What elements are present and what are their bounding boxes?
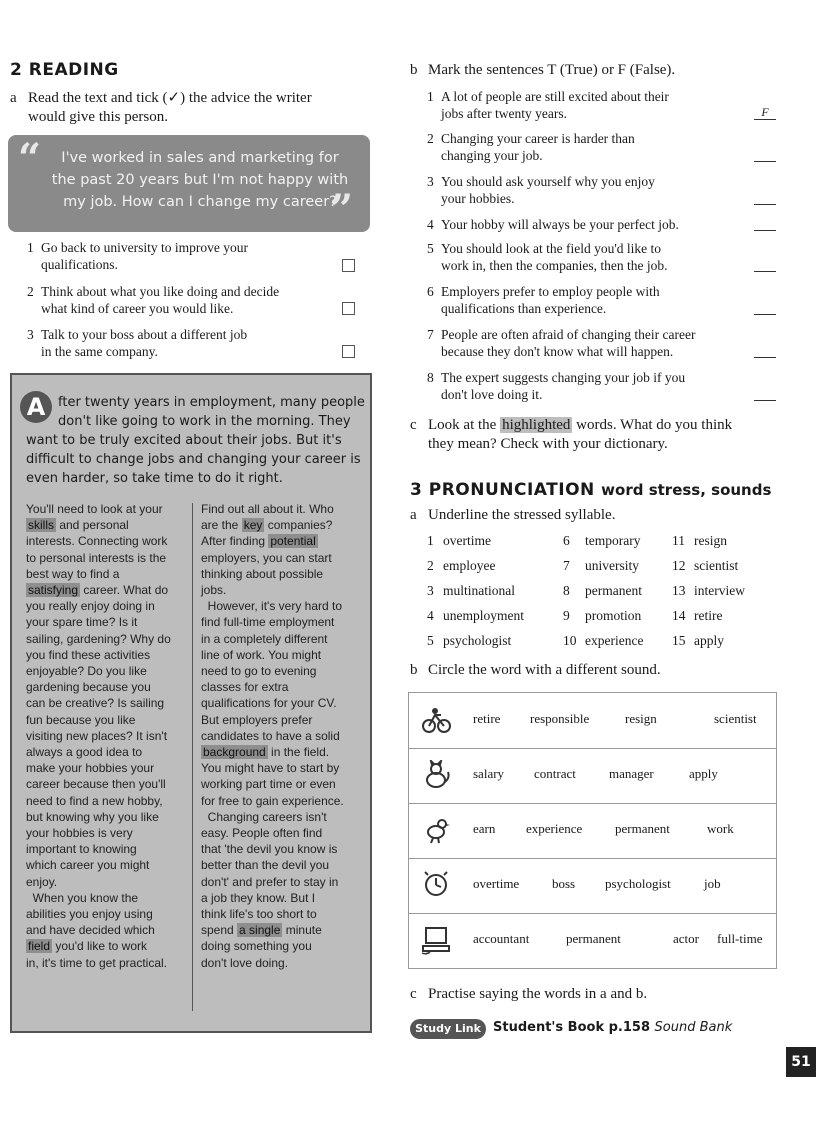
option-number: 1 [27, 240, 34, 255]
article-line: a job they know. But I [201, 890, 316, 905]
option-text: what kind of career you would like. [41, 301, 234, 316]
word-text: resign [694, 533, 727, 548]
statement-text: You should look at the field you'd like to [441, 241, 662, 256]
word-text: university [585, 558, 639, 573]
article-line [26, 938, 191, 954]
article-line: but knowing why you like [26, 809, 159, 824]
statement-text: A lot of people are still excited about their [441, 89, 669, 104]
word-number: 7 [563, 558, 570, 573]
option-number: 2 [27, 284, 34, 299]
word-number: 13 [672, 583, 686, 598]
article-column-2 [201, 501, 366, 971]
article-lead-line: want to be truly excited about their jobs. But it's [26, 433, 342, 448]
article-line: in a completely different [201, 631, 328, 646]
answer-blank[interactable] [754, 386, 776, 401]
article-line: jobs. [201, 583, 227, 598]
highlighted-word: background [203, 745, 266, 760]
sound-word[interactable]: work [707, 821, 734, 836]
article-lead-line: fter twenty years in employment, many people [58, 395, 365, 410]
statement-text: your hobbies. [441, 191, 515, 206]
article-text: you'd like to work [52, 939, 148, 954]
task-c-text: they mean? Check with your dictionary. [428, 436, 668, 452]
article-text: and personal [56, 518, 129, 533]
study-link-badge[interactable]: Study Link [410, 1019, 486, 1039]
word-number: 9 [563, 608, 570, 623]
sound-word[interactable]: experience [526, 821, 583, 836]
article-line: line of work. You might [201, 647, 322, 662]
stress-word[interactable] [563, 608, 641, 624]
article-text: companies? [264, 518, 333, 533]
word-text: promotion [585, 608, 642, 623]
bicycle-icon [421, 705, 451, 735]
highlighted-word: a single [239, 923, 281, 938]
answer-blank[interactable] [754, 147, 776, 162]
article-text: in the field. [267, 745, 330, 760]
word-number: 3 [427, 583, 434, 598]
task-c-text: Look at the [428, 417, 501, 433]
option-text: in the same company. [41, 344, 158, 359]
statement-number: 2 [427, 131, 434, 146]
option-text: Think about what you like doing and decide [41, 284, 280, 299]
sound-word[interactable]: salary [473, 766, 505, 781]
section-title: 3 PRONUNCIATION [410, 480, 595, 500]
tf-statement [427, 240, 747, 274]
tf-statement [427, 130, 747, 164]
option-item [27, 326, 357, 360]
statement-text: don't love doing it. [441, 387, 543, 402]
highlighted-word: potential [270, 534, 316, 549]
answer-blank[interactable] [754, 343, 776, 358]
tf-statement [427, 173, 747, 207]
word-text: apply [694, 633, 724, 648]
statement-number: 7 [427, 327, 434, 342]
article-line: which career you might [26, 858, 150, 873]
statement-text: Changing your career is harder than [441, 131, 635, 146]
stress-word[interactable] [563, 583, 642, 599]
quote-line: I've worked in sales and marketing for [61, 150, 339, 166]
word-text: overtime [443, 533, 491, 548]
stress-word[interactable] [672, 558, 738, 574]
task-letter: b [410, 62, 418, 78]
article-line: classes for extra [201, 680, 289, 695]
statement-number: 8 [427, 370, 434, 385]
statement-text: Employers prefer to employ people with [441, 284, 660, 299]
pron-task-c [410, 986, 648, 1003]
article-lead-line: even harder, so take time to do it right. [26, 471, 283, 486]
task-b-instruction [410, 62, 676, 79]
pronunciation-heading [410, 480, 771, 500]
article-line: abilities you enjoy using [26, 907, 153, 922]
sound-word[interactable]: full-time [717, 931, 763, 946]
article-line: employers, you can start [201, 550, 332, 565]
tick-checkbox[interactable] [342, 345, 355, 358]
article-line: interests. Connecting work [26, 534, 168, 549]
article-line [26, 517, 191, 533]
article-text: spend [201, 923, 238, 938]
study-link-reference[interactable] [493, 1020, 732, 1035]
word-number: 15 [672, 633, 686, 648]
task-letter: a [410, 507, 417, 523]
pron-task-b [410, 662, 661, 679]
article-line: you really enjoy doing in [26, 599, 155, 614]
word-number: 10 [563, 633, 577, 648]
statement-text: The expert suggests changing your job if you [441, 370, 686, 385]
page-number: 51 [786, 1047, 816, 1077]
word-text: temporary [585, 533, 641, 548]
sound-word[interactable]: permanent [615, 821, 670, 836]
column-divider [192, 503, 193, 1011]
article-line: fun because you like [26, 712, 136, 727]
sound-word[interactable]: actor [673, 931, 699, 946]
article-line: need to go to evening [201, 664, 317, 679]
word-number: 6 [563, 533, 570, 548]
statement-text: You should ask yourself why you enjoy [441, 174, 655, 189]
tf-statement [427, 326, 747, 360]
article-line: candidates to have a solid [201, 728, 340, 743]
stress-word[interactable] [427, 533, 491, 549]
article-line: that 'the devil you know is [201, 842, 338, 857]
highlighted-word: highlighted [502, 417, 571, 433]
task-c-text: words. What do you think [572, 417, 733, 433]
word-number: 12 [672, 558, 686, 573]
sound-word[interactable]: boss [552, 876, 576, 891]
article-line: to personal interests is the [26, 550, 167, 565]
sound-word[interactable]: permanent [566, 931, 621, 946]
sound-word[interactable]: responsible [530, 711, 590, 726]
article-line: However, it's very hard to [201, 599, 343, 614]
sound-word[interactable]: accountant [473, 931, 530, 946]
tf-statement [427, 369, 747, 403]
article-line: You'll need to look at your [26, 502, 163, 516]
statement-number: 5 [427, 241, 434, 256]
sound-word[interactable]: psychologist [605, 876, 671, 891]
option-item [27, 283, 357, 317]
drop-cap: A [20, 391, 52, 423]
pron-task-a [410, 507, 616, 524]
task-b-text: Mark the sentences T (True) or F (False). [428, 62, 676, 78]
pron-task-b-text: Circle the word with a different sound. [428, 662, 661, 678]
word-text: unemployment [443, 608, 524, 623]
sound-row [409, 913, 776, 968]
stress-word[interactable] [427, 583, 515, 599]
quote-text [45, 147, 355, 213]
stress-word[interactable] [563, 533, 640, 549]
word-text: interview [694, 583, 745, 598]
article-text: are the [201, 518, 242, 533]
article-line: make your hobbies your [26, 761, 155, 776]
highlighted-word: skills [28, 518, 54, 533]
option-number: 3 [27, 327, 34, 342]
stress-word[interactable] [427, 608, 524, 624]
option-text: Talk to your boss about a different job [41, 327, 248, 342]
highlighted-word: satisfying [28, 583, 79, 598]
stress-word[interactable] [672, 583, 745, 599]
tf-statement [427, 88, 747, 122]
article-line: career because then you'll [26, 777, 166, 792]
article-line [201, 517, 366, 533]
statement-number: 6 [427, 284, 434, 299]
sound-word[interactable]: job [704, 876, 721, 891]
word-number: 14 [672, 608, 686, 623]
article-line: best way to find a [26, 566, 120, 581]
sound-word[interactable]: manager [609, 766, 654, 781]
article-lead-line: don't like going to work in the morning. They [58, 414, 351, 429]
study-link-text: Student's Book p.158 [493, 1020, 650, 1035]
pron-task-c-text: Practise saying the words in a and b. [428, 986, 648, 1002]
stress-word[interactable] [563, 558, 639, 574]
quote-line: the past 20 years but I'm not happy with [51, 172, 349, 188]
statement-number: 4 [427, 217, 434, 232]
answer-blank[interactable] [754, 190, 776, 205]
tf-statement [427, 216, 747, 233]
article-line: visiting new places? It isn't [26, 728, 168, 743]
stress-word[interactable] [427, 558, 495, 574]
tick-checkbox[interactable] [342, 259, 355, 272]
word-number: 11 [672, 533, 685, 548]
article-line: don't' and prefer to stay in [201, 874, 339, 889]
article-line [201, 922, 366, 938]
article-line: Changing careers isn't [201, 809, 327, 824]
sound-word[interactable]: apply [689, 766, 718, 781]
article-line: enjoy. [26, 874, 58, 889]
statement-number: 3 [427, 174, 434, 189]
statement-text: People are often afraid of changing their career [441, 327, 696, 342]
article-line: in, it's time to get practical. [26, 955, 168, 970]
stress-word[interactable] [672, 533, 727, 549]
answer-blank[interactable] [754, 257, 776, 272]
article-line: gardening because you [26, 680, 151, 695]
sound-word[interactable]: overtime [473, 876, 520, 891]
open-quote-icon: “ [18, 135, 42, 182]
option-text: qualifications. [41, 257, 118, 272]
article-line: you find these activities [26, 647, 151, 662]
word-text: experience [585, 633, 644, 648]
word-text: employee [443, 558, 496, 573]
sound-row [409, 693, 776, 749]
sound-word[interactable]: scientist [714, 711, 757, 726]
article-line: can be creative? Is sailing [26, 696, 165, 711]
stress-word[interactable] [672, 633, 724, 649]
article-line: sailing, gardening? Why do [26, 631, 171, 646]
article-line: enjoyable? Do you like [26, 664, 147, 679]
task-a-line2: would give this person. [28, 109, 168, 125]
task-letter: a [10, 90, 17, 106]
reading-task-a [10, 89, 370, 125]
task-a-line1: Read the text and tick (✓) the advice the writer [28, 90, 312, 106]
task-letter: c [410, 417, 417, 433]
article-line: and have decided which [26, 923, 155, 938]
article-line: But employers prefer [201, 712, 313, 727]
answer-blank[interactable]: F [754, 105, 776, 120]
article-line: easy. People often find [201, 826, 323, 841]
word-number: 5 [427, 633, 434, 648]
article-line: When you know the [26, 890, 139, 905]
bird-icon [421, 815, 451, 845]
task-letter: b [410, 662, 418, 678]
sound-row [409, 858, 776, 914]
highlighted-word: field [28, 939, 51, 954]
cat-icon [421, 760, 451, 790]
highlighted-word: key [243, 518, 263, 533]
pron-task-a-text: Underline the stressed syllable. [428, 507, 616, 523]
article-lead-line: difficult to change jobs and changing your career is [26, 452, 361, 467]
word-number: 2 [427, 558, 434, 573]
option-item [27, 239, 357, 273]
stress-word[interactable] [427, 633, 511, 649]
article-text: minute [282, 923, 322, 938]
article-line [26, 582, 191, 598]
task-c-instruction [410, 416, 790, 452]
statement-text: Your hobby will always be your perfect job. [441, 217, 679, 232]
sound-word[interactable]: retire [473, 711, 501, 726]
article-line [201, 533, 366, 549]
article-line [201, 744, 366, 760]
statement-number: 1 [427, 89, 434, 104]
answer-blank[interactable] [754, 216, 776, 231]
close-quote-icon: ” [330, 186, 354, 233]
statement-text: because they don't know what will happen. [441, 344, 674, 359]
reading-heading: 2 READING [10, 60, 119, 80]
article-line: thinking about possible [201, 566, 324, 581]
article-column-1 [26, 501, 191, 971]
article-line: Find out all about it. Who [201, 502, 334, 516]
word-text: multinational [443, 583, 515, 598]
article-text: After finding [201, 534, 269, 549]
sound-word[interactable]: contract [534, 766, 576, 781]
article-line: qualifications for your CV. [201, 696, 337, 711]
tf-statement [427, 283, 747, 317]
article-line: your hobbies is very [26, 826, 133, 841]
article-line: working part time or even [201, 777, 336, 792]
sound-word[interactable]: resign [625, 711, 657, 726]
clock-icon [421, 870, 451, 900]
tick-checkbox[interactable] [342, 302, 355, 315]
task-letter: c [410, 986, 417, 1002]
article-line: doing something you [201, 939, 312, 954]
answer-blank[interactable] [754, 300, 776, 315]
statement-text: jobs after twenty years. [441, 106, 567, 121]
statement-text: work in, then the companies, then the job. [441, 258, 668, 273]
article-line: find full-time employment [201, 615, 335, 630]
word-text: retire [694, 608, 723, 623]
statement-text: changing your job. [441, 148, 543, 163]
article-line: for free to gain experience. [201, 793, 344, 808]
option-text: Go back to university to improve your [41, 240, 248, 255]
section-subtitle: word stress, sounds [601, 481, 772, 499]
statement-text: qualifications than experience. [441, 301, 607, 316]
word-text: psychologist [443, 633, 512, 648]
stress-word[interactable] [672, 608, 722, 624]
article-text: career. What do [80, 583, 169, 598]
article-line: your spare time? Is it [26, 615, 138, 630]
article-line: don't love doing. [201, 955, 289, 970]
word-text: permanent [585, 583, 642, 598]
word-number: 4 [427, 608, 434, 623]
word-number: 1 [427, 533, 434, 548]
sound-table [408, 692, 777, 969]
word-number: 8 [563, 583, 570, 598]
article-line: always a good idea to [26, 745, 143, 760]
article-line: need to find a new hobby, [26, 793, 163, 808]
article-line: important to knowing [26, 842, 137, 857]
computer-icon [421, 925, 451, 955]
study-link-italic: Sound Bank [654, 1020, 733, 1035]
word-text: scientist [694, 558, 739, 573]
sound-row [409, 748, 776, 804]
quote-line: my job. How can I change my career? [63, 194, 337, 210]
article-line: You might have to start by [201, 761, 340, 776]
sound-row [409, 803, 776, 859]
article-line: better than the devil you [201, 858, 330, 873]
sound-word[interactable]: earn [473, 821, 496, 836]
stress-word[interactable] [563, 633, 643, 649]
article-line: think life's too short to [201, 907, 317, 922]
